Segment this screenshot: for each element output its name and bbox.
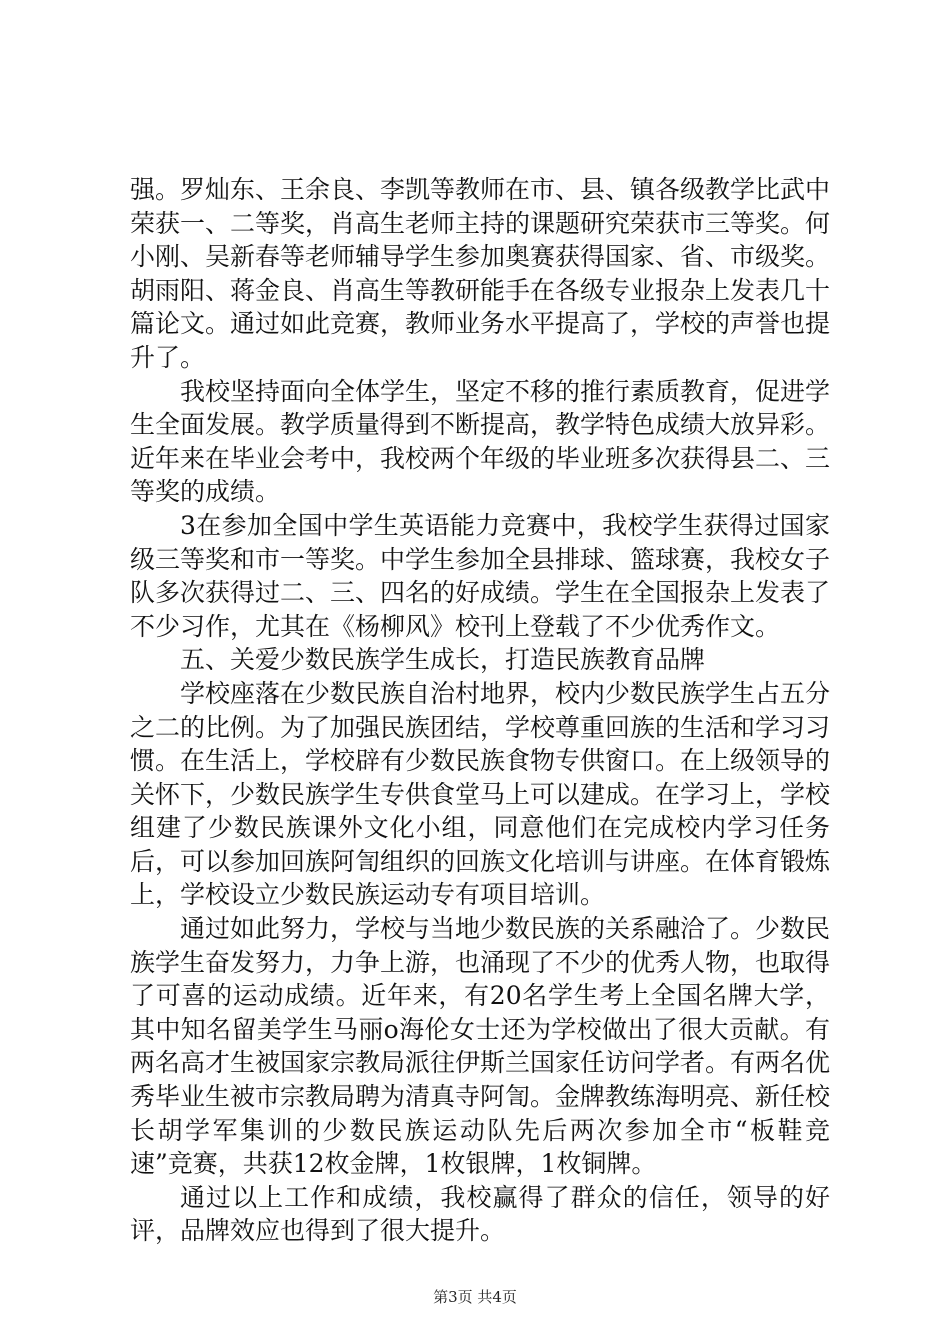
paragraph-achievements: 通过如此努力，学校与当地少数民族的关系融洽了。少数民族学生奋发努力，力争上游，也涌现了不少的优秀人物，也取得了可喜的运动成绩。近年来，有20名学生考上全国名牌大学，其中知名留美学生马丽o海伦女士还为学校做出了很大贡献。有两名高才生被国家宗教局派往伊斯兰国家任访问学者。有两名优秀毕业生被市宗教局聘为清真寺阿訇。金牌教练海明亮、新任校长胡学军集训的少数民族运动队先后两次参加全市“板鞋竞速”竞赛，共获12枚金牌，1枚银牌，1枚铜牌。 [130,914,831,1179]
paragraph-continued: 强。罗灿东、王余良、李凯等教师在市、县、镇各级教学比武中荣获一、二等奖，肖高生老师主持的课题研究荣获市三等奖。何小刚、吴新春等老师辅导学生参加奥赛获得国家、省、市级奖。胡雨阳、蒋金良、肖高生等教研能手在各级专业报杂上发表几十篇论文。通过如此竞赛，教师业务水平提高了，学校的声誉也提升了。 [130,175,831,372]
paragraph-minority-students: 学校座落在少数民族自治村地界，校内少数民族学生占五分之二的比例。为了加强民族团结，学校尊重回族的生活和学习习惯。在生活上，学校辟有少数民族食物专供窗口。在上级领导的关怀下，少数民族学生专供食堂马上可以建成。在学习上，学校组建了少数民族课外文化小组，同意他们在完成校内学习任务后，可以参加回族阿訇组织的回族文化培训与讲座。在体育锻炼上，学校设立少数民族运动专有项目培训。 [130,678,831,910]
page-number: 第3页 共4页 [433,1288,517,1306]
section-heading: 五、关爱少数民族学生成长，打造民族教育品牌 [180,645,706,675]
paragraph-competitions: 3在参加全国中学生英语能力竞赛中，我校学生获得过国家级三等奖和市一等奖。中学生参加全县排球、篮球赛，我校女子队多次获得过二、三、四名的好成绩。学生在全国报杂上发表了不少习作，尤其在《杨柳风》校刊上登载了不少优秀作文。 [130,510,831,641]
paragraph-quality-education: 我校坚持面向全体学生，坚定不移的推行素质教育，促进学生全面发展。教学质量得到不断提高，教学特色成绩大放异彩。近年来在毕业会考中，我校两个年级的毕业班多次获得县二、三等奖的成绩。 [130,376,831,507]
document-body [130,173,830,1248]
paragraph-conclusion: 通过以上工作和成绩，我校赢得了群众的信任，领导的好评，品牌效应也得到了很大提升。 [130,1182,830,1246]
